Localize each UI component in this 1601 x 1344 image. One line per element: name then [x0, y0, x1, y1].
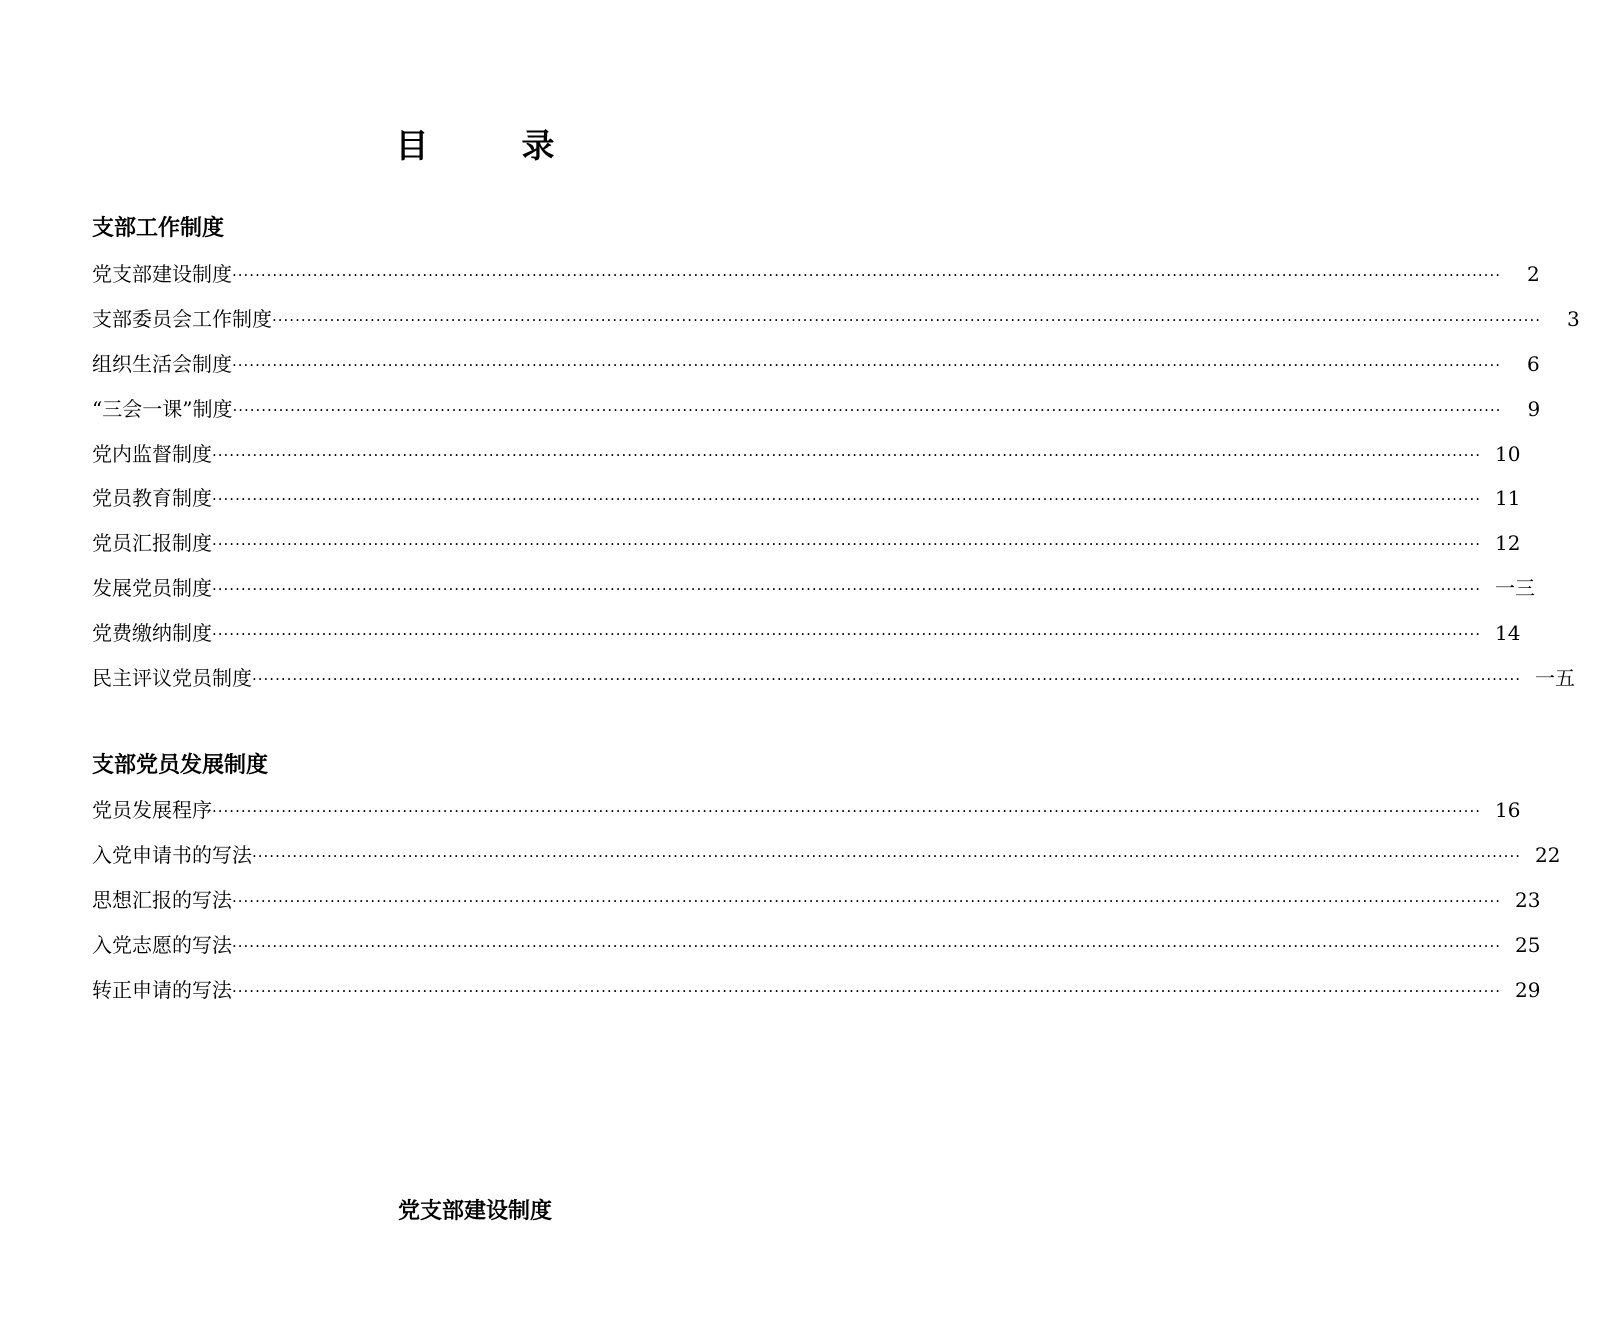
- dot-leader: ····························································································································································································································: [232, 981, 1501, 1000]
- toc-entry[interactable]: [92, 566, 1535, 611]
- toc-entry[interactable]: [92, 655, 1575, 700]
- toc-entry-page: 6: [1526, 351, 1540, 376]
- toc-title: 目 录: [395, 126, 585, 165]
- toc-entry-page: 23: [1514, 887, 1541, 912]
- toc-entry-page: 2: [1526, 262, 1540, 287]
- toc-list-member-development: [92, 788, 1561, 1012]
- toc-entry-page: 10: [1494, 441, 1521, 466]
- toc-entry-title: 支部委员会工作制度: [92, 307, 272, 332]
- dot-leader: ····························································································································································································································: [212, 579, 1481, 598]
- toc-entry[interactable]: [92, 521, 1521, 566]
- section-heading-member-development: 支部党员发展制度: [92, 753, 269, 778]
- toc-entry[interactable]: [92, 788, 1521, 833]
- toc-entry-title: 党员汇报制度: [92, 531, 212, 556]
- dot-leader: ····························································································································································································································: [212, 445, 1481, 464]
- toc-entry-title: 转正申请的写法: [92, 977, 232, 1002]
- toc-entry-title: 党员发展程序: [92, 798, 212, 823]
- toc-entry-page: 22: [1534, 843, 1561, 868]
- toc-entry[interactable]: [92, 833, 1561, 878]
- toc-entry-title: 入党申请书的写法: [92, 843, 252, 868]
- toc-entry-page: 12: [1494, 531, 1521, 556]
- toc-entry-page: 14: [1494, 620, 1521, 645]
- toc-entry[interactable]: [92, 878, 1541, 923]
- toc-entry[interactable]: [92, 342, 1540, 387]
- toc-entry-title: 党内监督制度: [92, 441, 212, 466]
- toc-entry[interactable]: [92, 297, 1580, 342]
- dot-leader: ····························································································································································································································: [232, 400, 1502, 419]
- toc-entry[interactable]: [92, 610, 1521, 655]
- dot-leader: ····························································································································································································································: [232, 355, 1501, 374]
- dot-leader: ····························································································································································································································: [212, 802, 1481, 821]
- toc-entry[interactable]: [92, 967, 1541, 1012]
- dot-leader: ····························································································································································································································: [232, 891, 1501, 910]
- toc-entry-page: 25: [1514, 932, 1541, 957]
- toc-entry-title: 发展党员制度: [92, 575, 212, 600]
- toc-entry[interactable]: [92, 922, 1541, 967]
- toc-entry-title: 思想汇报的写法: [92, 887, 232, 912]
- toc-entry-page: 3: [1566, 307, 1580, 332]
- toc-entry-page: 一五: [1534, 665, 1575, 690]
- toc-entry-page: 16: [1494, 798, 1521, 823]
- toc-entry[interactable]: [92, 252, 1540, 297]
- toc-entry-title: 入党志愿的写法: [92, 932, 232, 957]
- dot-leader: ····························································································································································································································: [232, 936, 1501, 955]
- toc-entry-page: 11: [1494, 486, 1521, 511]
- toc-entry-title: 党支部建设制度: [92, 262, 232, 287]
- section-heading-work-system: 支部工作制度: [92, 216, 225, 241]
- chapter-title: 党支部建设制度: [397, 1199, 552, 1224]
- toc-entry[interactable]: [92, 386, 1541, 431]
- dot-leader: ····························································································································································································································: [232, 266, 1501, 285]
- dot-leader: ····························································································································································································································: [212, 535, 1481, 554]
- dot-leader: ····························································································································································································································: [252, 669, 1521, 688]
- toc-entry-title: 党员教育制度: [92, 486, 212, 511]
- dot-leader: ····························································································································································································································: [272, 311, 1541, 330]
- dot-leader: ····························································································································································································································: [252, 847, 1521, 866]
- toc-entry-page: 一三: [1494, 575, 1535, 600]
- toc-entry-title: 民主评议党员制度: [92, 665, 252, 690]
- dot-leader: ····························································································································································································································: [212, 490, 1481, 509]
- dot-leader: ····························································································································································································································: [212, 624, 1481, 643]
- toc-entry-title: “三会一课”制度: [92, 396, 233, 421]
- toc-entry-page: 29: [1514, 977, 1541, 1002]
- toc-entry[interactable]: [92, 476, 1521, 521]
- toc-entry-title: 组织生活会制度: [92, 351, 232, 376]
- toc-list-work-system: [92, 252, 1580, 700]
- toc-entry-title: 党费缴纳制度: [92, 620, 212, 645]
- toc-entry-page: 9: [1527, 396, 1541, 421]
- toc-entry[interactable]: [92, 431, 1521, 476]
